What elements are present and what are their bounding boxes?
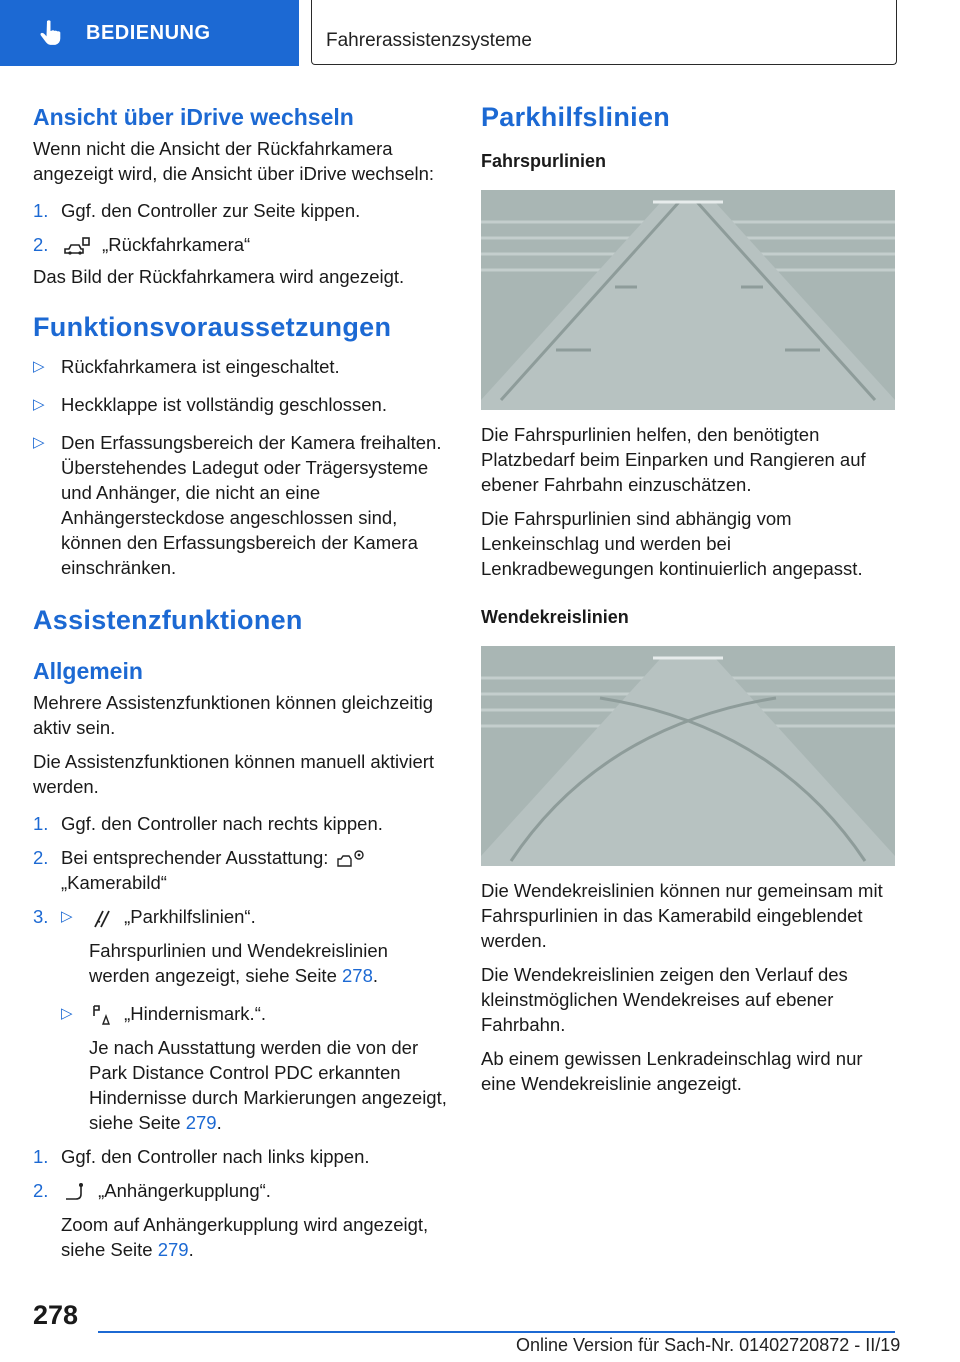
right-column [481, 100, 896, 1096]
rear-camera-icon [63, 236, 91, 256]
step-number: 3. [33, 906, 49, 927]
step-text: Bei entsprechender Ausstattung: [61, 847, 329, 868]
obstacle-marking-icon [91, 1004, 113, 1026]
step-text: „Rückfahrkamera“ [102, 234, 251, 255]
page-number: 278 [33, 1300, 79, 1330]
step3-sublist [61, 904, 448, 1135]
step-number: 1. [33, 200, 49, 221]
step-text: Ggf. den Controller nach rechts kippen. [61, 813, 383, 834]
triangle-bullet-icon: ▷ [61, 908, 73, 925]
list-item [33, 198, 448, 223]
paragraph-lanes-2: Die Fahrspurlinien sind abhängig vom Lenkeinschlag und werden bei Lenkradbewegungen kontinuierlich angepasst. [481, 508, 863, 579]
left-column [33, 100, 448, 1262]
chapter-header-box [311, 0, 897, 65]
heading-general: Allgemein [33, 658, 143, 684]
description-text: Zoom auf Anhängerkupplung wird angezeigt, siehe Seite [61, 1214, 429, 1261]
step-description: Zoom auf Anhängerkupplung wird angezeigt, siehe Seite 279. [61, 1214, 429, 1261]
step-number: 2. [33, 847, 49, 868]
paragraph-turning-3: Ab einem gewissen Lenkradeinschlag wird nur eine Wendekreislinie angezeigt. [481, 1048, 863, 1094]
step-text: „Anhängerkupplung“. [98, 1180, 271, 1202]
heading-lane-lines: Fahrspurlinien [481, 151, 607, 171]
requirement-text: Rückfahrkamera ist eingeschaltet. [61, 356, 340, 377]
camera-settings-icon [336, 849, 366, 869]
section-label: BEDIENUNG [86, 21, 211, 44]
step-subtext: „Kamerabild“ [61, 872, 167, 893]
description-text: Fahrspurlinien und Wendekreislinien werden angezeigt, siehe Seite [89, 940, 388, 987]
page-reference-link[interactable]: 278 [342, 965, 373, 987]
description-text: Je nach Ausstattung werden die von der Park Distance Control PDC erkannten Hindernisse durch Markierungen angezeigt, siehe Seite [89, 1037, 447, 1134]
chapter-title: Fahrerassistenzsysteme [326, 30, 532, 51]
triangle-bullet-icon: ▷ [33, 358, 45, 375]
triangle-bullet-icon: ▷ [33, 396, 45, 413]
paragraph-lanes-1: Die Fahrspurlinien helfen, den benötigten Platzbedarf beim Einparken und Rangieren auf ebener Fahrbahn einzuschätzen. [481, 424, 866, 495]
steps-assist [33, 811, 448, 1262]
heading-requirements: Funktionsvoraussetzungen [33, 312, 392, 342]
option-description: Fahrspurlinien und Wendekreislinien werden angezeigt, siehe Seite 278. [89, 940, 388, 987]
parking-lines-icon [91, 907, 113, 929]
step-text: Ggf. den Controller zur Seite kippen. [61, 200, 361, 221]
list-item [33, 1178, 448, 1262]
paragraph-view-change: Wenn nicht die Ansicht der Rückfahrkamera angezeigt wird, die Ansicht über iDrive wechseln: [33, 138, 435, 184]
list-item [61, 1001, 448, 1135]
list-item [33, 430, 448, 580]
list-item [33, 1144, 448, 1169]
paragraph-turning-1: Die Wendekreislinien können nur gemeinsam mit Fahrspurlinien in das Kamerabild eingeblendet werden. [481, 880, 883, 951]
option-label: „Hindernismark.“. [124, 1003, 266, 1025]
paragraph-view-result: Das Bild der Rückfahrkamera wird angezeigt. [33, 266, 405, 287]
list-item [61, 904, 448, 988]
heading-view-change: Ansicht über iDrive wechseln [33, 104, 354, 130]
list-item [33, 811, 448, 836]
section-tab [0, 0, 299, 66]
step-number: 2. [33, 234, 49, 255]
heading-assist: Assistenzfunktionen [33, 605, 303, 635]
list-item [33, 392, 448, 417]
option-description: Je nach Ausstattung werden die von der Park Distance Control PDC erkannten Hindernisse durch Markierungen angezeigt, siehe Seite 279. [89, 1037, 447, 1134]
page-header [0, 0, 960, 66]
steps-view-change [33, 198, 448, 257]
heading-turning-lines: Wendekreislinien [481, 607, 629, 627]
paragraph-general-1: Mehrere Assistenzfunktionen können gleichzeitig aktiv sein. [33, 692, 434, 738]
step-text: Ggf. den Controller nach links kippen. [61, 1146, 370, 1168]
lane-lines-illustration [481, 190, 895, 410]
hand-pointer-icon [36, 18, 66, 48]
list-item [33, 232, 448, 257]
paragraph-turning-2: Die Wendekreislinien zeigen den Verlauf des kleinstmöglichen Wendekreises auf ebener Fahrbahn. [481, 964, 848, 1035]
turning-circle-illustration [481, 646, 895, 866]
heading-parking-lines: Parkhilfslinien [481, 102, 671, 132]
requirement-text: Heckklappe ist vollständig geschlossen. [61, 394, 387, 415]
triangle-bullet-icon: ▷ [61, 1005, 73, 1023]
page-reference-link[interactable]: 279 [157, 1239, 189, 1261]
online-version-note: Online Version für Sach-Nr. 01402720872 - II/19 [516, 1335, 901, 1355]
footer-divider [98, 1331, 895, 1333]
step-number: 1. [33, 1146, 49, 1168]
requirement-text: Den Erfassungsbereich der Kamera freihalten. Überstehendes Ladegut oder Trägersysteme und Anhänger, die nicht an eine Anhängersteckdose angeschlossen sind, können den Erfassungsbereich der Kamera einschränken. [61, 432, 442, 578]
option-label: „Parkhilfslinien“. [124, 906, 256, 927]
paragraph-general-2: Die Assistenzfunktionen können manuell aktiviert werden. [33, 751, 435, 797]
list-item [33, 354, 448, 379]
step-number: 2. [33, 1180, 49, 1202]
trailer-hitch-icon [63, 1182, 87, 1202]
list-item [33, 904, 448, 1135]
triangle-bullet-icon: ▷ [33, 434, 45, 451]
requirements-list [33, 354, 448, 580]
page-reference-link[interactable]: 279 [185, 1112, 217, 1134]
list-item [33, 845, 448, 895]
step-number: 1. [33, 813, 49, 834]
